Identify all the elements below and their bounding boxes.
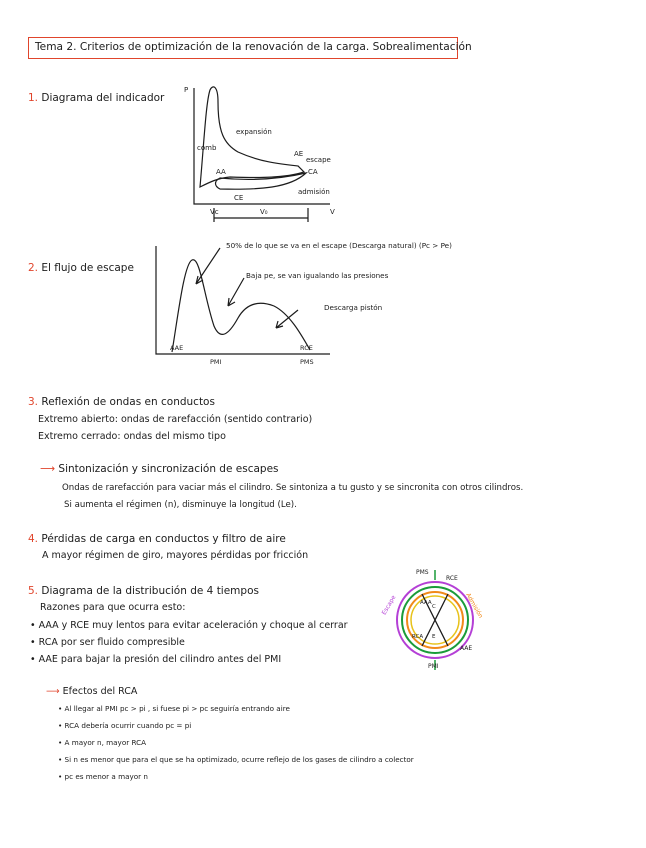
- effect-text-3: A mayor n, mayor RCA: [64, 738, 147, 747]
- annotation-piston-discharge: Descarga pistón: [324, 303, 383, 312]
- section-4-line-1: A mayor régimen de giro, mayores pérdidas por fricción: [42, 550, 309, 561]
- section-1-title: Diagrama del indicador: [41, 92, 165, 104]
- reason-text-3: AAE para bajar la presión del cilindro antes del PMI: [38, 654, 282, 665]
- pms-label: PMS: [300, 358, 314, 366]
- effect-text-2: RCA debería ocurrir cuando pc = pi: [64, 721, 192, 730]
- timing-admision-label: Admisión: [464, 592, 485, 620]
- expansion-label: expansión: [236, 128, 272, 136]
- timing-aae-label: AAE: [460, 645, 473, 652]
- section-5-number: 5.: [28, 585, 39, 597]
- pumping-loop: [216, 173, 307, 189]
- arrow-1: [196, 248, 220, 284]
- timing-rca-label: RCA: [412, 634, 424, 640]
- effect-text-5: pc es menor a mayor n: [64, 772, 148, 781]
- effect-item-3: • A mayor n, mayor RCA: [58, 738, 147, 747]
- timing-c-label: C: [432, 604, 436, 610]
- indicator-diagram: [180, 82, 350, 232]
- section-3-heading: [28, 396, 215, 408]
- section-1-heading: [28, 92, 164, 104]
- effect-text-4: Si n es menor que para el que se ha optimizado, ocurre reflejo de los gases de cilindro a colector: [64, 755, 414, 764]
- timing-e-label: E: [432, 634, 436, 640]
- arrow-2: [228, 278, 244, 306]
- section-3-number: 3.: [28, 396, 39, 408]
- valve-timing-diagram: [380, 564, 490, 672]
- effect-item-1: • Al llegar al PMI pc > pi , si fuese pi > pc seguiría entrando aire: [58, 704, 290, 713]
- section-4-heading: [28, 533, 286, 545]
- vc-label: Vc: [210, 208, 219, 216]
- reason-item-1: • AAA y RCE muy lentos para evitar aceleración y choque al cerrar: [30, 620, 348, 631]
- aa-label: AA: [216, 168, 226, 176]
- flow-axes: [156, 246, 330, 354]
- section-4-number: 4.: [28, 533, 39, 545]
- section-4-title: Pérdidas de carga en conductos y filtro de aire: [41, 533, 286, 545]
- timing-pmi-label: PMI: [428, 663, 439, 670]
- comb-label: comb: [197, 144, 217, 152]
- section-3-arrow-heading: [40, 463, 279, 475]
- timing-rce-label: RCE: [446, 575, 458, 582]
- timing-escape-label: Escape: [380, 594, 398, 617]
- section-3-line-2: Extremo cerrado: ondas del mismo tipo: [38, 431, 226, 442]
- timing-aaa-label: AAA: [420, 600, 432, 606]
- annotation-pressure-equalizing: Baja pe, se van igualando las presiones: [246, 271, 389, 280]
- section-1-number: 1.: [28, 92, 39, 104]
- rca-effects-title: Efectos del RCA: [62, 686, 138, 697]
- timing-pms-label: PMS: [416, 569, 429, 576]
- admision-label: admisión: [298, 188, 330, 196]
- section-5-heading: [28, 585, 259, 597]
- aae-label: AAE: [170, 344, 184, 352]
- section-5-line-1: Razones para que ocurra esto:: [40, 602, 186, 613]
- effect-item-4: • Si n es menor que para el que se ha optimizado, ocurre reflejo de los gases de cilindro a colector: [58, 755, 414, 764]
- tuning-line-2: Si aumenta el régimen (n), disminuye la longitud (Le).: [64, 500, 297, 510]
- right-arrow-icon: ⟶: [40, 463, 56, 475]
- ae-label: AE: [294, 150, 304, 158]
- section-2-number: 2.: [28, 262, 39, 274]
- tuning-line-1: Ondas de rarefacción para vaciar más el cilindro. Se sintoniza a tu gusto y se sincronita con otros cilindros.: [62, 483, 524, 493]
- escape-label: escape: [306, 156, 331, 164]
- exhaust-flow-diagram: [150, 236, 490, 370]
- effect-item-5: • pc es menor a mayor n: [58, 772, 148, 781]
- effect-text-1: Al llegar al PMI pc > pi , si fuese pi > pc seguiría entrando aire: [64, 704, 290, 713]
- ce-label: CE: [234, 194, 244, 202]
- reason-text-2: RCA por ser fluido compresible: [38, 637, 185, 648]
- effect-item-2: • RCA debería ocurrir cuando pc = pi: [58, 721, 192, 730]
- annotation-natural-discharge: 50% de lo que se va en el escape (Descarga natural) (Pc > Pe): [226, 241, 452, 250]
- reason-item-2: • RCA por ser fluido compresible: [30, 637, 185, 648]
- v-axis-label: V: [330, 208, 335, 216]
- section-5-title: Diagrama de la distribución de 4 tiempos: [41, 585, 259, 597]
- tuning-title: Sintonización y sincronización de escapes: [58, 463, 279, 475]
- vo-label: V₀: [260, 208, 268, 216]
- p-axis-label: P: [184, 86, 189, 94]
- section-2-heading: [28, 262, 134, 274]
- ca-label: CA: [308, 168, 318, 176]
- right-arrow-icon: ⟶: [46, 686, 60, 697]
- rca-effects-heading: [46, 686, 137, 697]
- reason-item-3: • AAE para bajar la presión del cilindro antes del PMI: [30, 654, 282, 665]
- section-2-title: El flujo de escape: [41, 262, 134, 274]
- pmi-label: PMI: [210, 358, 222, 366]
- reason-text-1: AAA y RCE muy lentos para evitar aceleración y choque al cerrar: [38, 620, 348, 631]
- section-3-title: Reflexión de ondas en conductos: [41, 396, 215, 408]
- page-title: Tema 2. Criterios de optimización de la renovación de la carga. Sobrealimentación: [28, 37, 458, 59]
- section-3-line-1: Extremo abierto: ondas de rarefacción (sentido contrario): [38, 414, 313, 425]
- rce-label: RCE: [300, 344, 313, 352]
